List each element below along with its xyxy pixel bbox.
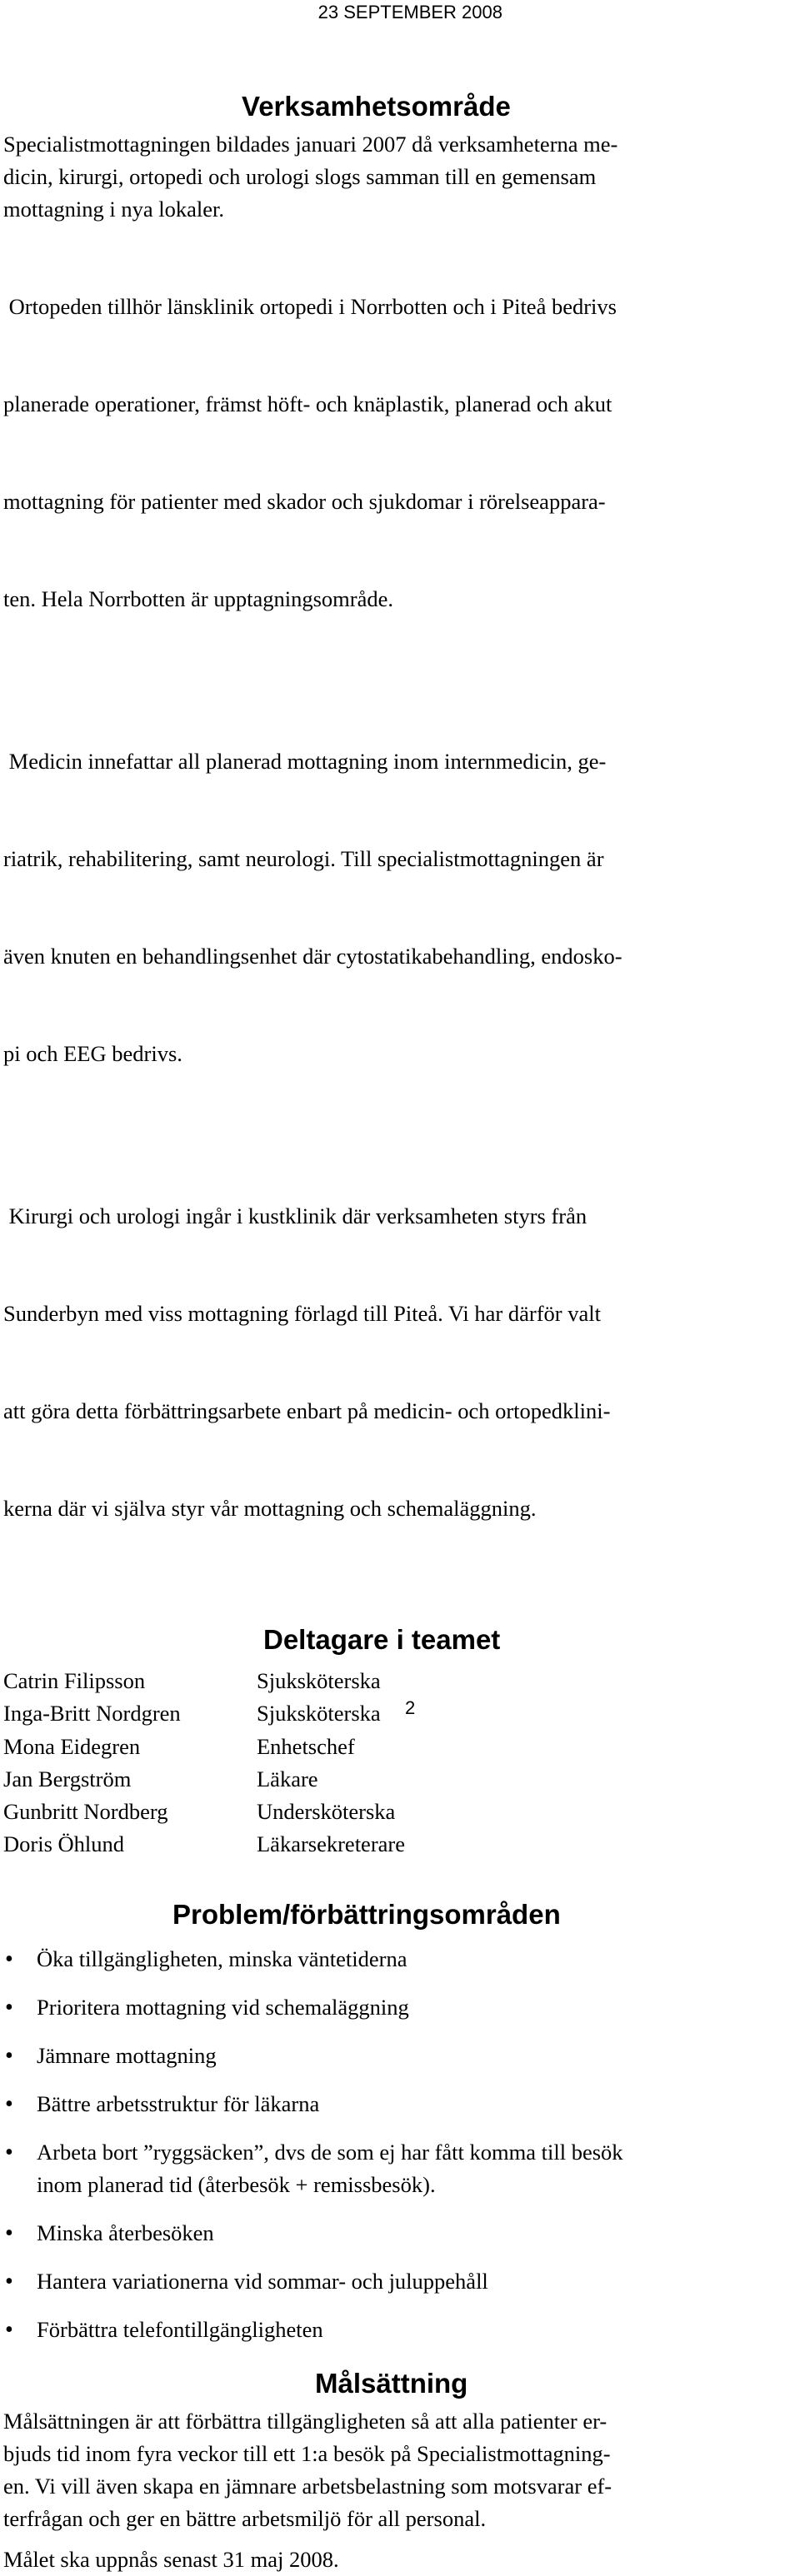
list-item-text: • Minska återbesöken: [37, 2220, 214, 2245]
section-heading-malsattning: Målsättning: [315, 2367, 468, 2399]
text-line: kerna där vi själva styr vår mottagning och schemaläggning.: [3, 1496, 537, 1521]
team-member-name: Doris Öhlund: [3, 1831, 125, 1857]
list-item: [3, 2217, 778, 2250]
list-item-text: • Jämnare mottagning: [37, 2042, 217, 2068]
text-line: mottagning i nya lokaler.: [3, 197, 224, 222]
team-member-name: Catrin Filipsson: [3, 1668, 146, 1693]
text-line: Sunderbyn med viss mottagning förlagd till Piteå. Vi har därför valt: [3, 1301, 601, 1326]
list-item: [3, 2040, 778, 2072]
list-item-text: • Öka tillgängligheten, minska väntetiderna: [37, 1946, 408, 1971]
text-line: planerade operationer, främst höft- och knäplastik, planerad och akut: [3, 391, 612, 416]
text-line: en. Vi vill även skapa en jämnare arbetsbelastning som motsvarar ef-: [3, 2473, 612, 2499]
text-line: riatrik, rehabilitering, samt neurologi. Till specialistmottagningen är: [3, 846, 604, 871]
paragraph-verksamhet-3: [3, 680, 778, 1135]
page-content: [3, 85, 778, 2576]
text-line: att göra detta förbättringsarbete enbart på medicin- och ortopedklini-: [3, 1398, 611, 1423]
list-item-text: • Bättre arbetsstruktur för läkarna: [37, 2090, 320, 2116]
team-member-name: Inga-Britt Nordgren: [3, 1701, 181, 1726]
team-member-role: Läkare: [257, 1766, 318, 1791]
section-heading-problem: Problem/förbättringsområden: [172, 1898, 561, 1930]
text-line: Ortopeden tillhör länsklinik ortopedi i Norrbotten och i Piteå bedrivs: [3, 294, 617, 319]
text-line: Specialistmottagningen bildades januari 2007 då verksamheterna me-: [3, 132, 618, 157]
paragraph-malsattning-1: [3, 2405, 778, 2535]
text-line: även knuten en behandlingsenhet där cytostatikabehandling, endosko-: [3, 944, 622, 969]
list-item-text: • Hantera variationerna vid sommar- och juluppehåll: [37, 2268, 488, 2294]
paragraph-verksamhet-2: [3, 226, 778, 680]
page-number: 2: [405, 1697, 416, 1718]
list-item: [3, 2314, 778, 2346]
text-line: pi och EEG bedrivs.: [3, 1041, 182, 1066]
team-member-role: Enhetschef: [257, 1733, 355, 1759]
list-item: [3, 1991, 778, 2024]
list-item: [3, 2265, 778, 2298]
team-table: [3, 1665, 778, 1861]
section-heading-verksamhet: Verksamhetsområde: [242, 91, 511, 122]
list-item-text: • Arbeta bort ”ryggsäcken”, dvs de som ej har fått komma till besök: [37, 2139, 623, 2165]
team-member-role: Sjuksköterska: [257, 1668, 381, 1693]
list-item-text: • Förbättra telefontillgängligheten: [37, 2316, 323, 2342]
team-member-name: Jan Bergström: [3, 1766, 132, 1791]
text-line: dicin, kirurgi, ortopedi och urologi slogs samman till en gemensam: [3, 164, 597, 189]
team-member-role: Läkarsekreterare: [257, 1831, 405, 1857]
list-item: [3, 1943, 778, 1976]
paragraph-spacer: [3, 2535, 778, 2544]
team-member-name: Gunbritt Nordberg: [3, 1799, 168, 1825]
paragraph-verksamhet-4: [3, 1135, 778, 1590]
team-member-role: Undersköterska: [257, 1799, 396, 1825]
text-line: ten. Hela Norrbotten är upptagningsområde.: [3, 586, 394, 611]
list-item: [3, 2136, 778, 2201]
problem-list: [3, 1943, 778, 2346]
text-line: mottagning för patienter med skador och sjukdomar i rörelseappara-: [3, 489, 606, 514]
text-line: Kirurgi och urologi ingår i kustklinik där verksamheten styrs från: [3, 1203, 588, 1228]
team-member-role: Sjuksköterska: [257, 1701, 381, 1726]
team-member-name: Mona Eidegren: [3, 1733, 141, 1759]
paragraph-verksamhet-1: [3, 128, 778, 226]
list-item-text: inom planerad tid (återbesök + remissbesök).: [37, 2171, 436, 2197]
section-heading-team: Deltagare i teamet: [263, 1624, 501, 1655]
header-date: 23 SEPTEMBER 2008: [318, 2, 502, 22]
text-line: bjuds tid inom fyra veckor till ett 1:a besök på Specialistmottagning-: [3, 2440, 611, 2466]
text-line: Medicin innefattar all planerad mottagning inom internmedicin, ge-: [3, 749, 607, 774]
text-line: Målsättningen är att förbättra tillgängligheten så att alla patienter er-: [3, 2408, 608, 2434]
list-item: [3, 2088, 778, 2120]
paragraph-malsattning-2: Målet ska uppnås senast 31 maj 2008.: [3, 2546, 339, 2572]
list-item-text: • Prioritera mottagning vid schemaläggning: [37, 1994, 409, 2020]
text-line: terfrågan och ger en bättre arbetsmiljö för all personal.: [3, 2505, 487, 2531]
